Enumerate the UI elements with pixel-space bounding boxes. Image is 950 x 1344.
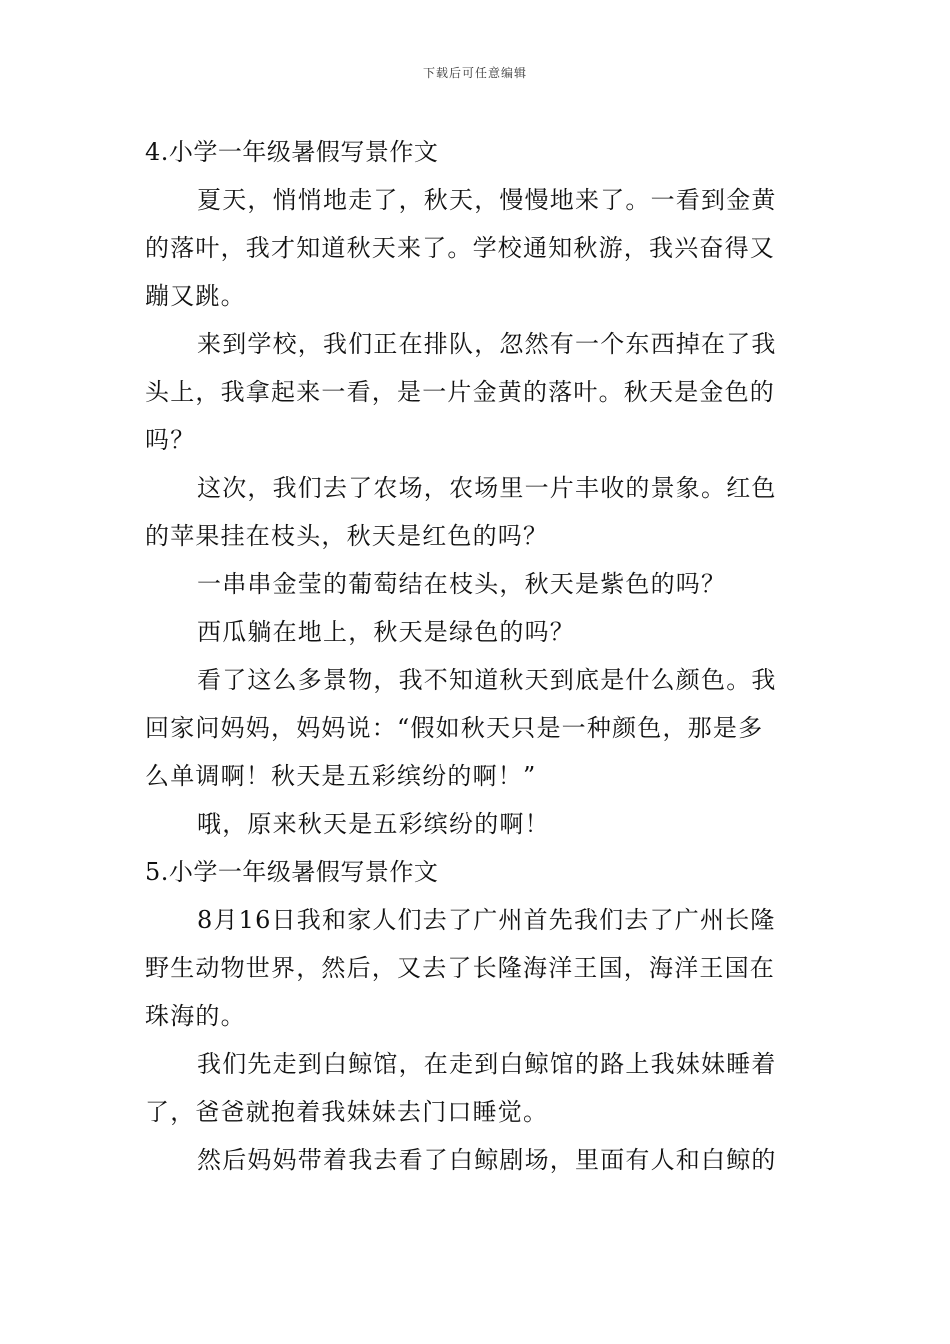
section-title-5: 5.小学一年级暑假写景作文 [145, 858, 439, 886]
paragraph-line: 野生动物世界，然后，又去了长隆海洋王国，海洋王国在 [145, 954, 775, 982]
paragraph-line: 看了这么多景物，我不知道秋天到底是什么颜色。我 [197, 666, 777, 694]
paragraph-line: 一串串金莹的葡萄结在枝头，秋天是紫色的吗？ [197, 570, 727, 598]
paragraph-line: 8月16日我和家人们去了广州首先我们去了广州长隆 [197, 906, 776, 934]
paragraph-line: 珠海的。 [145, 1002, 246, 1030]
page-header: 下载后可任意编辑 [422, 66, 527, 80]
paragraph-line: 的苹果挂在枝头，秋天是红色的吗？ [145, 522, 549, 550]
paragraph-line: 来到学校，我们正在排队，忽然有一个东西掉在了我 [197, 330, 777, 358]
paragraph-line: 夏天，悄悄地走了，秋天，慢慢地来了。一看到金黄 [197, 186, 777, 214]
paragraph-line: 了，爸爸就抱着我妹妹去门口睡觉。 [145, 1098, 549, 1126]
paragraph-line: 的落叶，我才知道秋天来了。学校通知秋游，我兴奋得又 [145, 234, 775, 262]
paragraph-line: 蹦又跳。 [145, 282, 246, 310]
paragraph-line: 吗？ [145, 426, 196, 454]
section-title-4: 4.小学一年级暑假写景作文 [145, 138, 439, 166]
paragraph-line: 西瓜躺在地上，秋天是绿色的吗？ [197, 618, 575, 646]
document-body [145, 128, 810, 1184]
paragraph-line: 哦，原来秋天是五彩缤纷的啊！ [197, 810, 550, 838]
paragraph-line: 我们先走到白鲸馆，在走到白鲸馆的路上我妹妹睡着 [197, 1050, 777, 1078]
paragraph-line: 这次，我们去了农场，农场里一片丰收的景象。红色 [197, 474, 777, 502]
paragraph-line: 么单调啊！秋天是五彩缤纷的啊！” [145, 762, 537, 790]
paragraph-line: 然后妈妈带着我去看了白鲸剧场，里面有人和白鲸的 [197, 1146, 777, 1174]
paragraph-line: 头上，我拿起来一看，是一片金黄的落叶。秋天是金色的 [145, 378, 775, 406]
paragraph-line: 回家问妈妈，妈妈说：“假如秋天只是一种颜色，那是多 [145, 714, 764, 742]
